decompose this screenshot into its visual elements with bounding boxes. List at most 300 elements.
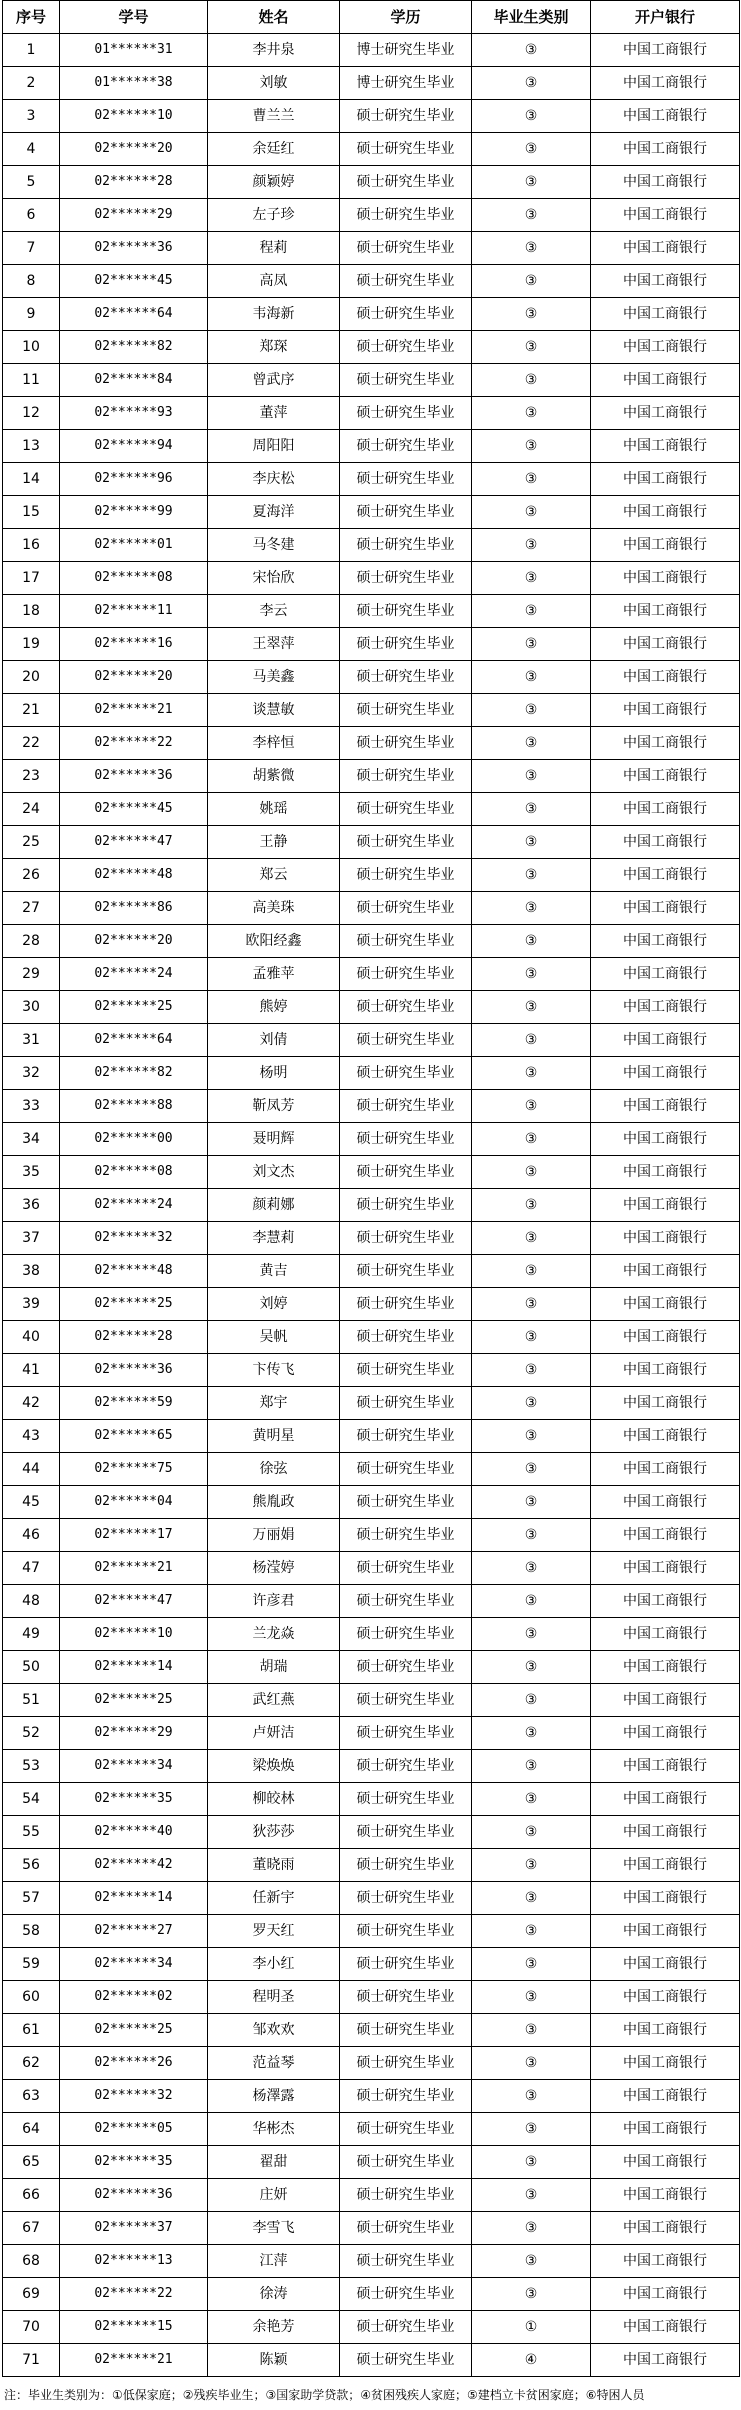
cell-index: 69 — [3, 2278, 60, 2311]
cell-index: 43 — [3, 1420, 60, 1453]
table-row — [3, 1156, 740, 1189]
cell-graduate-category: ③ — [472, 1519, 591, 1552]
cell-graduate-category: ③ — [472, 1453, 591, 1486]
cell-name: 熊胤政 — [208, 1486, 340, 1519]
cell-name: 韦海新 — [208, 298, 340, 331]
cell-graduate-category: ③ — [472, 331, 591, 364]
cell-graduate-category: ③ — [472, 1288, 591, 1321]
cell-student-id: 02******04 — [60, 1486, 208, 1519]
cell-bank: 中国工商银行 — [591, 1486, 740, 1519]
cell-name: 左子珍 — [208, 199, 340, 232]
cell-index: 49 — [3, 1618, 60, 1651]
cell-degree: 硕士研究生毕业 — [340, 694, 472, 727]
cell-graduate-category: ① — [472, 2311, 591, 2344]
cell-degree: 硕士研究生毕业 — [340, 2080, 472, 2113]
table-row — [3, 2014, 740, 2047]
table-row — [3, 694, 740, 727]
cell-bank: 中国工商银行 — [591, 892, 740, 925]
cell-student-id: 02******15 — [60, 2311, 208, 2344]
table-row — [3, 1354, 740, 1387]
cell-name: 颜颖婷 — [208, 166, 340, 199]
cell-degree: 硕士研究生毕业 — [340, 1519, 472, 1552]
cell-degree: 博士研究生毕业 — [340, 67, 472, 100]
cell-bank: 中国工商银行 — [591, 1915, 740, 1948]
cell-name: 郑云 — [208, 859, 340, 892]
table-row — [3, 265, 740, 298]
cell-index: 28 — [3, 925, 60, 958]
graduate-roster-sheet — [2, 0, 739, 2377]
cell-name: 徐涛 — [208, 2278, 340, 2311]
cell-degree: 硕士研究生毕业 — [340, 1255, 472, 1288]
cell-index: 27 — [3, 892, 60, 925]
cell-graduate-category: ③ — [472, 199, 591, 232]
cell-graduate-category: ③ — [472, 232, 591, 265]
table-row — [3, 1453, 740, 1486]
header-student-id: 学号 — [60, 1, 208, 34]
cell-graduate-category: ③ — [472, 430, 591, 463]
cell-student-id: 02******36 — [60, 760, 208, 793]
cell-bank: 中国工商银行 — [591, 595, 740, 628]
cell-degree: 博士研究生毕业 — [340, 34, 472, 67]
cell-bank: 中国工商银行 — [591, 331, 740, 364]
cell-index: 40 — [3, 1321, 60, 1354]
cell-name: 李雪飞 — [208, 2212, 340, 2245]
cell-student-id: 02******75 — [60, 1453, 208, 1486]
table-row — [3, 1981, 740, 2014]
cell-name: 王翠萍 — [208, 628, 340, 661]
cell-degree: 硕士研究生毕业 — [340, 1717, 472, 1750]
cell-student-id: 02******14 — [60, 1651, 208, 1684]
cell-name: 刘文杰 — [208, 1156, 340, 1189]
cell-index: 18 — [3, 595, 60, 628]
cell-bank: 中国工商银行 — [591, 67, 740, 100]
cell-graduate-category: ③ — [472, 463, 591, 496]
cell-student-id: 02******16 — [60, 628, 208, 661]
cell-graduate-category: ③ — [472, 100, 591, 133]
cell-student-id: 02******20 — [60, 925, 208, 958]
cell-degree: 硕士研究生毕业 — [340, 1816, 472, 1849]
cell-index: 71 — [3, 2344, 60, 2377]
cell-bank: 中国工商银行 — [591, 232, 740, 265]
cell-graduate-category: ③ — [472, 1981, 591, 2014]
cell-degree: 硕士研究生毕业 — [340, 298, 472, 331]
cell-student-id: 02******84 — [60, 364, 208, 397]
cell-index: 6 — [3, 199, 60, 232]
cell-student-id: 02******11 — [60, 595, 208, 628]
cell-index: 10 — [3, 331, 60, 364]
cell-graduate-category: ③ — [472, 364, 591, 397]
table-row — [3, 298, 740, 331]
table-row — [3, 430, 740, 463]
table-row — [3, 562, 740, 595]
cell-name: 华彬杰 — [208, 2113, 340, 2146]
table-row — [3, 2047, 740, 2080]
cell-index: 61 — [3, 2014, 60, 2047]
cell-student-id: 02******34 — [60, 1750, 208, 1783]
cell-graduate-category: ③ — [472, 496, 591, 529]
cell-name: 万丽娟 — [208, 1519, 340, 1552]
cell-degree: 硕士研究生毕业 — [340, 595, 472, 628]
table-row — [3, 826, 740, 859]
cell-bank: 中国工商银行 — [591, 100, 740, 133]
table-row — [3, 133, 740, 166]
cell-index: 5 — [3, 166, 60, 199]
cell-name: 杨澤露 — [208, 2080, 340, 2113]
cell-graduate-category: ③ — [472, 1420, 591, 1453]
cell-index: 52 — [3, 1717, 60, 1750]
cell-graduate-category: ③ — [472, 2245, 591, 2278]
cell-student-id: 02******48 — [60, 1255, 208, 1288]
cell-graduate-category: ③ — [472, 2278, 591, 2311]
cell-graduate-category: ③ — [472, 1915, 591, 1948]
cell-bank: 中国工商银行 — [591, 1651, 740, 1684]
cell-name: 范益琴 — [208, 2047, 340, 2080]
cell-student-id: 02******36 — [60, 232, 208, 265]
cell-degree: 硕士研究生毕业 — [340, 430, 472, 463]
cell-graduate-category: ③ — [472, 859, 591, 892]
cell-index: 11 — [3, 364, 60, 397]
cell-index: 67 — [3, 2212, 60, 2245]
cell-name: 狄莎莎 — [208, 1816, 340, 1849]
cell-name: 许彦君 — [208, 1585, 340, 1618]
cell-degree: 硕士研究生毕业 — [340, 2047, 472, 2080]
cell-name: 余廷红 — [208, 133, 340, 166]
cell-bank: 中国工商银行 — [591, 1981, 740, 2014]
table-row — [3, 1519, 740, 1552]
cell-index: 66 — [3, 2179, 60, 2212]
table-row — [3, 2311, 740, 2344]
cell-name: 胡紫微 — [208, 760, 340, 793]
cell-student-id: 02******08 — [60, 1156, 208, 1189]
cell-name: 李庆松 — [208, 463, 340, 496]
table-row — [3, 232, 740, 265]
cell-name: 杨明 — [208, 1057, 340, 1090]
cell-degree: 硕士研究生毕业 — [340, 1189, 472, 1222]
cell-index: 8 — [3, 265, 60, 298]
graduate-table — [2, 0, 740, 2377]
cell-graduate-category: ③ — [472, 34, 591, 67]
cell-student-id: 02******00 — [60, 1123, 208, 1156]
cell-student-id: 02******25 — [60, 1684, 208, 1717]
cell-name: 陈颖 — [208, 2344, 340, 2377]
cell-degree: 硕士研究生毕业 — [340, 1222, 472, 1255]
cell-degree: 硕士研究生毕业 — [340, 1156, 472, 1189]
cell-bank: 中国工商银行 — [591, 364, 740, 397]
cell-graduate-category: ③ — [472, 1948, 591, 1981]
cell-bank: 中国工商银行 — [591, 1684, 740, 1717]
table-row — [3, 1684, 740, 1717]
cell-graduate-category: ③ — [472, 1651, 591, 1684]
cell-name: 孟雅苹 — [208, 958, 340, 991]
cell-graduate-category: ③ — [472, 1156, 591, 1189]
cell-graduate-category: ③ — [472, 628, 591, 661]
table-row — [3, 34, 740, 67]
cell-student-id: 02******32 — [60, 2080, 208, 2113]
table-row — [3, 496, 740, 529]
cell-bank: 中国工商银行 — [591, 1882, 740, 1915]
cell-name: 李井泉 — [208, 34, 340, 67]
cell-degree: 硕士研究生毕业 — [340, 1618, 472, 1651]
cell-degree: 硕士研究生毕业 — [340, 1849, 472, 1882]
cell-name: 郑宇 — [208, 1387, 340, 1420]
cell-name: 王静 — [208, 826, 340, 859]
cell-student-id: 02******01 — [60, 529, 208, 562]
cell-bank: 中国工商银行 — [591, 793, 740, 826]
cell-index: 54 — [3, 1783, 60, 1816]
cell-bank: 中国工商银行 — [591, 1090, 740, 1123]
cell-name: 余艳芳 — [208, 2311, 340, 2344]
cell-degree: 硕士研究生毕业 — [340, 1750, 472, 1783]
cell-name: 聂明辉 — [208, 1123, 340, 1156]
cell-degree: 硕士研究生毕业 — [340, 1024, 472, 1057]
cell-graduate-category: ③ — [472, 1090, 591, 1123]
cell-degree: 硕士研究生毕业 — [340, 760, 472, 793]
cell-name: 李云 — [208, 595, 340, 628]
cell-bank: 中国工商银行 — [591, 1222, 740, 1255]
cell-bank: 中国工商银行 — [591, 1585, 740, 1618]
cell-bank: 中国工商银行 — [591, 760, 740, 793]
cell-graduate-category: ③ — [472, 166, 591, 199]
table-row — [3, 1783, 740, 1816]
table-row — [3, 397, 740, 430]
table-row — [3, 1915, 740, 1948]
cell-degree: 硕士研究生毕业 — [340, 1420, 472, 1453]
cell-index: 50 — [3, 1651, 60, 1684]
table-row — [3, 760, 740, 793]
cell-student-id: 02******93 — [60, 397, 208, 430]
table-row — [3, 364, 740, 397]
cell-index: 38 — [3, 1255, 60, 1288]
cell-student-id: 02******65 — [60, 1420, 208, 1453]
cell-name: 邹欢欢 — [208, 2014, 340, 2047]
cell-name: 柳皎林 — [208, 1783, 340, 1816]
cell-graduate-category: ③ — [472, 2212, 591, 2245]
cell-bank: 中国工商银行 — [591, 496, 740, 529]
cell-degree: 硕士研究生毕业 — [340, 1585, 472, 1618]
cell-index: 12 — [3, 397, 60, 430]
cell-graduate-category: ③ — [472, 1552, 591, 1585]
table-row — [3, 166, 740, 199]
cell-bank: 中国工商银行 — [591, 1420, 740, 1453]
cell-graduate-category: ③ — [472, 2047, 591, 2080]
cell-bank: 中国工商银行 — [591, 1057, 740, 1090]
table-row — [3, 1387, 740, 1420]
cell-graduate-category: ③ — [472, 892, 591, 925]
cell-bank: 中国工商银行 — [591, 430, 740, 463]
cell-bank: 中国工商银行 — [591, 991, 740, 1024]
cell-bank: 中国工商银行 — [591, 2179, 740, 2212]
cell-graduate-category: ③ — [472, 991, 591, 1024]
table-row — [3, 2179, 740, 2212]
cell-degree: 硕士研究生毕业 — [340, 364, 472, 397]
cell-index: 36 — [3, 1189, 60, 1222]
cell-index: 48 — [3, 1585, 60, 1618]
cell-index: 59 — [3, 1948, 60, 1981]
table-row — [3, 2080, 740, 2113]
table-row — [3, 529, 740, 562]
cell-student-id: 02******99 — [60, 496, 208, 529]
cell-name: 程莉 — [208, 232, 340, 265]
cell-index: 42 — [3, 1387, 60, 1420]
table-row — [3, 2344, 740, 2377]
cell-name: 翟甜 — [208, 2146, 340, 2179]
cell-graduate-category: ③ — [472, 1585, 591, 1618]
cell-bank: 中国工商银行 — [591, 1519, 740, 1552]
cell-bank: 中国工商银行 — [591, 628, 740, 661]
cell-student-id: 02******25 — [60, 1288, 208, 1321]
cell-degree: 硕士研究生毕业 — [340, 925, 472, 958]
cell-graduate-category: ③ — [472, 1618, 591, 1651]
cell-name: 任新宇 — [208, 1882, 340, 1915]
table-row — [3, 892, 740, 925]
cell-name: 徐弦 — [208, 1453, 340, 1486]
cell-degree: 硕士研究生毕业 — [340, 1915, 472, 1948]
cell-index: 3 — [3, 100, 60, 133]
cell-index: 25 — [3, 826, 60, 859]
cell-bank: 中国工商银行 — [591, 1750, 740, 1783]
table-row — [3, 859, 740, 892]
cell-graduate-category: ③ — [472, 1486, 591, 1519]
table-row — [3, 1882, 740, 1915]
cell-bank: 中国工商银行 — [591, 1354, 740, 1387]
cell-bank: 中国工商银行 — [591, 1189, 740, 1222]
cell-name: 黄明星 — [208, 1420, 340, 1453]
cell-student-id: 02******13 — [60, 2245, 208, 2278]
cell-index: 46 — [3, 1519, 60, 1552]
cell-student-id: 02******21 — [60, 694, 208, 727]
table-row — [3, 1288, 740, 1321]
cell-degree: 硕士研究生毕业 — [340, 859, 472, 892]
cell-graduate-category: ③ — [472, 958, 591, 991]
cell-index: 30 — [3, 991, 60, 1024]
cell-graduate-category: ③ — [472, 595, 591, 628]
cell-graduate-category: ③ — [472, 1387, 591, 1420]
cell-name: 吴帆 — [208, 1321, 340, 1354]
cell-name: 郑琛 — [208, 331, 340, 364]
cell-bank: 中国工商银行 — [591, 529, 740, 562]
cell-graduate-category: ③ — [472, 1783, 591, 1816]
cell-name: 董晓雨 — [208, 1849, 340, 1882]
cell-name: 高美珠 — [208, 892, 340, 925]
cell-graduate-category: ③ — [472, 2146, 591, 2179]
table-row — [3, 991, 740, 1024]
cell-degree: 硕士研究生毕业 — [340, 826, 472, 859]
cell-index: 53 — [3, 1750, 60, 1783]
cell-degree: 硕士研究生毕业 — [340, 2014, 472, 2047]
cell-name: 卢妍洁 — [208, 1717, 340, 1750]
cell-bank: 中国工商银行 — [591, 1255, 740, 1288]
cell-index: 4 — [3, 133, 60, 166]
cell-degree: 硕士研究生毕业 — [340, 1288, 472, 1321]
cell-student-id: 02******86 — [60, 892, 208, 925]
cell-bank: 中国工商银行 — [591, 397, 740, 430]
header-row — [3, 1, 740, 34]
cell-graduate-category: ③ — [472, 1189, 591, 1222]
cell-student-id: 02******42 — [60, 1849, 208, 1882]
table-row — [3, 595, 740, 628]
cell-name: 李梓恒 — [208, 727, 340, 760]
cell-degree: 硕士研究生毕业 — [340, 232, 472, 265]
cell-degree: 硕士研究生毕业 — [340, 1387, 472, 1420]
cell-student-id: 02******28 — [60, 166, 208, 199]
cell-bank: 中国工商银行 — [591, 1453, 740, 1486]
cell-bank: 中国工商银行 — [591, 1783, 740, 1816]
cell-name: 程明圣 — [208, 1981, 340, 2014]
cell-name: 刘婷 — [208, 1288, 340, 1321]
cell-index: 37 — [3, 1222, 60, 1255]
cell-degree: 硕士研究生毕业 — [340, 562, 472, 595]
cell-degree: 硕士研究生毕业 — [340, 1882, 472, 1915]
cell-student-id: 02******32 — [60, 1222, 208, 1255]
cell-name: 谈慧敏 — [208, 694, 340, 727]
cell-bank: 中国工商银行 — [591, 298, 740, 331]
cell-degree: 硕士研究生毕业 — [340, 199, 472, 232]
cell-degree: 硕士研究生毕业 — [340, 397, 472, 430]
cell-graduate-category: ③ — [472, 562, 591, 595]
cell-index: 60 — [3, 1981, 60, 2014]
cell-index: 56 — [3, 1849, 60, 1882]
cell-degree: 硕士研究生毕业 — [340, 2212, 472, 2245]
cell-name: 武红燕 — [208, 1684, 340, 1717]
cell-degree: 硕士研究生毕业 — [340, 1486, 472, 1519]
cell-name: 颜莉娜 — [208, 1189, 340, 1222]
cell-bank: 中国工商银行 — [591, 727, 740, 760]
cell-name: 兰龙焱 — [208, 1618, 340, 1651]
cell-degree: 硕士研究生毕业 — [340, 1651, 472, 1684]
cell-name: 庄妍 — [208, 2179, 340, 2212]
cell-index: 65 — [3, 2146, 60, 2179]
table-row — [3, 1717, 740, 1750]
cell-graduate-category: ③ — [472, 1123, 591, 1156]
cell-name: 夏海洋 — [208, 496, 340, 529]
cell-student-id: 02******36 — [60, 2179, 208, 2212]
cell-index: 31 — [3, 1024, 60, 1057]
table-row — [3, 1618, 740, 1651]
cell-bank: 中国工商银行 — [591, 2212, 740, 2245]
cell-index: 39 — [3, 1288, 60, 1321]
table-row — [3, 2245, 740, 2278]
cell-student-id: 02******96 — [60, 463, 208, 496]
table-row — [3, 2212, 740, 2245]
cell-student-id: 02******45 — [60, 265, 208, 298]
cell-bank: 中国工商银行 — [591, 1717, 740, 1750]
cell-degree: 硕士研究生毕业 — [340, 2344, 472, 2377]
cell-name: 李小红 — [208, 1948, 340, 1981]
cell-index: 70 — [3, 2311, 60, 2344]
cell-bank: 中国工商银行 — [591, 1948, 740, 1981]
cell-degree: 硕士研究生毕业 — [340, 661, 472, 694]
cell-student-id: 02******22 — [60, 727, 208, 760]
cell-index: 62 — [3, 2047, 60, 2080]
cell-index: 33 — [3, 1090, 60, 1123]
category-footnote: 注：毕业生类别为：①低保家庭；②残疾毕业生；③国家助学贷款；④贫困残疾人家庭；⑤建档立卡贫困家庭；⑥特困人员 — [4, 2388, 645, 2402]
cell-degree: 硕士研究生毕业 — [340, 1057, 472, 1090]
cell-index: 63 — [3, 2080, 60, 2113]
cell-degree: 硕士研究生毕业 — [340, 1321, 472, 1354]
cell-student-id: 02******21 — [60, 2344, 208, 2377]
table-row — [3, 67, 740, 100]
cell-graduate-category: ③ — [472, 1321, 591, 1354]
cell-degree: 硕士研究生毕业 — [340, 727, 472, 760]
cell-student-id: 02******20 — [60, 661, 208, 694]
cell-student-id: 02******36 — [60, 1354, 208, 1387]
cell-index: 26 — [3, 859, 60, 892]
cell-bank: 中国工商银行 — [591, 2278, 740, 2311]
cell-graduate-category: ③ — [472, 1816, 591, 1849]
table-row — [3, 727, 740, 760]
table-row — [3, 1090, 740, 1123]
cell-index: 2 — [3, 67, 60, 100]
